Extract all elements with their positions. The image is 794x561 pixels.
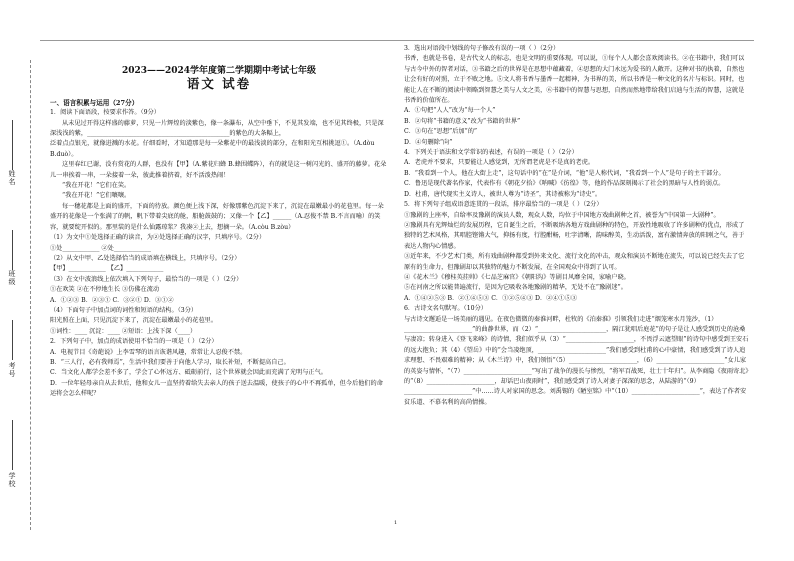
left-paragraph: A．电视节目《奇葩说》上李雪琴的语言诙谐风趣，常常让人忍俊不禁。 — [50, 348, 247, 356]
number-line — [12, 320, 13, 360]
right-paragraph: B．“我看到一个人，他在大街上走”，这句话中的“在”是介词，“他”是人称代词，“我看到一个人”是句子的主干部分。 — [404, 169, 725, 177]
name-line — [12, 120, 13, 170]
left-paragraph: D．一位年轻母亲自从去世后，他和女儿一直坚持着给失去亲人的孩子送去温暖，使孩子的心中不再孤单，但今后他们的命运将会怎么样呢？ — [50, 379, 383, 398]
left-paragraph: A．①②③ B．②③① C．③②① D．③①② — [50, 296, 174, 304]
top-rule — [40, 40, 754, 41]
page-number: 1 — [394, 520, 398, 526]
right-paragraph: C．鲁迅是现代著名作家，代表作有《朝花夕拾》《呐喊》《彷徨》等，他的作品深刻揭示了社会的黑暗与人性的弱点。 — [404, 180, 725, 188]
right-paragraph: ③近年来，不少艺术门类，所有戏曲剧种都受到外来文化、流行文化的冲击，观众和演员不断地在流失，可以说已经失去了它原有的生命力，但豫剧却以其独特的魅力不断发展，在全国观众中得到了认可。 — [404, 253, 745, 271]
binding-margin — [0, 0, 44, 561]
left-paragraph: B．“三人行，必有我师焉”，生活中我们要善于向他人学习，取长补短，不断提高自己。 — [50, 358, 290, 366]
right-paragraph: 书香，也就是书卷，是古代文人的标志，也是文明的重要体现。可以说，①每个人人都会喜欢阅读书。②在书籍中，我们可以与古今中外的智者对话，③书籍之后的世界是在思想中蕴藏着，④思想的大门永远为爱书的人敞开。这种对书的执着，自然也让会有好的对照，立于不败之地。⑤文人将书香与墨香一起精神，为书界的美，所以书香是一种文化的名片与标识。同时，也能让人在不断的阅读中领略到智慧之美与人文之美，⑥书籍中的智慧与思想，自然而然地带给我们启迪与生活的智慧，这就是书香的价值所在。 — [404, 55, 745, 105]
left-paragraph: 从未见过开得这样盛的藤萝，只见一片辉煌的淡紫色，像一条瀑布，从空中垂下，不见其发端，也不见其终极，只是深深浅浅的紫，______________________________________________的紫色的大条幅上， — [50, 119, 384, 138]
exam-title: 2023——2024学年度第二学期期中考试七年级 — [121, 66, 317, 76]
right-paragraph: C．③句在“思想”后加“的” — [404, 128, 478, 136]
right-paragraph: ⑤在河南之所以能普遍流行，是因为它吸收各地豫剧的精华，无处不在“豫剧迷”。 — [404, 284, 627, 292]
right-paragraph: ②豫剧具有光辉灿烂的发展历程，它自诞生之后，不断吸纳各地方戏曲剧种的特色，开放性地吸收了许多剧种的优点，形成了独特的艺术风格，其唱腔铿锵大气，抑扬有度，行腔酣畅，吐字清晰，韵味醇美，生动活泼，富有激情奔放的阳刚之气，善于表达人物内心情感。 — [404, 221, 745, 250]
left-paragraph: “我在开花！”它们嚷嚷。 — [62, 192, 131, 200]
right-paragraph: A．①④②⑤③ B．②①④⑤③ C．①②⑤④③ D．②④①⑤③ — [404, 294, 578, 302]
left-paragraph: （4）下面句子中加点词的词性和短语的结构。（3分） — [50, 306, 198, 314]
left-paragraph: ①在欢笑 ②在不停地生长 ③仿佛在流动 — [50, 286, 160, 294]
left-paragraph: 阳光照在上面，只见沉淀下来了，沉淀在最嫩最小的花苞里。 — [50, 317, 218, 325]
left-paragraph: 2．下列句子中，加点的成语使用不恰当的一项是（ ）（2分） — [50, 338, 218, 346]
left-paragraph: （1）为文中①处选择正确的读音，为②处选择正确的汉字，只填序号。（2分） — [50, 234, 266, 242]
left-paragraph: C．当文化人都学会差不多了，学会了心怀远方、砥砺前行，这个世界就会因此而充满了光明与正气。 — [50, 369, 327, 377]
right-paragraph: 4．下列关于语法和文学常识的表述，有误的一项是（ ）（2分） — [404, 149, 578, 157]
right-column — [404, 44, 749, 408]
left-paragraph: 每一穗花都是上面的盛开，下面的待放。颜色便上浅下深，好像那紫色沉淀下来了，沉淀在最嫩最小的花苞里。每一朵盛开的花像是一个张满了的帆，帆下带着尖底的舱，船舱鼓鼓的；又像一个【乙】______（A.忍俊不禁 B.不言而喻）的笑容，就要绽开似的。那里装的是什么仙露琼浆？我凑②上去，想摘一朵。（A.còu B.zòu） — [50, 202, 384, 231]
left-paragraph: （3）在文中波浪线上依次填入下列句子，最恰当的一项是（ ）（2分） — [50, 275, 243, 283]
left-paragraph: “我在开花！”它们在笑。 — [62, 182, 131, 190]
left-paragraph: 【甲】____________ 【乙】____________ — [50, 265, 164, 273]
binding-dashed-line — [30, 60, 31, 530]
right-paragraph: D．杜甫，唐代现实主义诗人，被世人尊为“诗圣”，其诗被称为“诗史”。 — [404, 190, 602, 198]
left-paragraph: 1．阅读下面语段，按要求作答。（9分） — [50, 109, 160, 117]
left-paragraph: ①词性：____ 沉淀：____ ②短语：上浅下深（____） — [50, 327, 197, 335]
left-paragraph: （2）从文中甲、乙处选择恰当的成语填在横线上，只填序号。（2分） — [50, 254, 241, 262]
right-paragraph: 与古诗文邂逅是一场美丽的遇见。在夜色微微的秦淮河畔，杜牧的《泊秦淮》引领我们走进“烟笼寒水月笼沙，（1）______________________”的曲静世界，而（2）“______________________，隔江犹唱后庭花”的句子是让人感受到历史的沧桑与凄凉；转身进入《登飞来峰》的诗情，我们似乎从（3）“______________________，不畏浮云遮望眼”的诗句中感受到王安石的远大抱负；其（4）《望岳》中的“会当凌绝顶，______________________”我们感受到杜甫的心中豪情，我们感受到了诗人追求理想、不畏艰难的精神；从《木兰诗》中，我们领悟“（5）______________________，（6）______________________”女儿家的英姿与情怀，“（7）______________________”写出了战争的漫长与惨烈，“将军百战死，壮士十年归”。从李商隐《夜雨寄北》的“（8）______________________，却话巴山夜雨时”，我们感受到了诗人对妻子深深的思念，从陆游的“（9）______________________”中……诗人对家国的思念。刘禹锡的《陋室铭》中“（10）______________________”，表达了作者安贫乐道、不慕名利的高尚情操。 — [404, 315, 749, 406]
right-paragraph: 6．古诗文名句默写。（10分） — [404, 305, 487, 313]
left-paragraph: 这里春红已谢，没有赏花的人群，也没有【甲】（A.紫花归蜂 B.蜂围蝶阵），有的就是这一树闪光的、盛开的藤萝。花朵儿一串挨着一串，一朵接着一朵，彼此推着挤着，好不活泼热闹！ — [50, 161, 387, 179]
left-column — [50, 60, 388, 400]
left-paragraph: ①处____________ ②处____________ — [50, 244, 151, 252]
left-paragraph: 一、语言积累与运用（27分） — [50, 98, 139, 107]
school-line — [12, 420, 13, 470]
right-paragraph: A．①句把“人人”改为“每一个人” — [404, 107, 496, 115]
right-paragraph: ①豫剧的上座率，自给率及豫剧的演员人数，观众人数，均位于中国地方戏曲剧种之首，被誉为“中国第一大剧种”。 — [404, 211, 720, 219]
margin-label-class: 班级 — [8, 270, 16, 286]
right-column-body — [404, 44, 749, 408]
right-paragraph: 5．将下列句子组成语意连贯的一段话，排序最恰当的一项是（ ）（2分） — [404, 201, 603, 209]
class-line — [12, 230, 13, 270]
right-paragraph: B．②句将“书籍的意义”改为“书籍的世界” — [404, 117, 521, 125]
margin-label-name: 姓名 — [8, 170, 16, 186]
right-paragraph: D．④句删除“向” — [404, 138, 453, 146]
right-paragraph: ④《花木兰》《穆桂英挂帅》《七品芝麻官》《朝阳沟》等剧目风靡全国，家喻户晓。 — [404, 273, 630, 281]
left-column-body — [50, 98, 388, 400]
right-paragraph: A．老虎并不要求，只要能让人感觉到，无所谓老虎是不是真的老虎。 — [404, 159, 595, 167]
left-paragraph: 泛着点点银光，就像迸溅的水花。仔细看时，才知道那是每一朵紫花中的最浅淡的部分，在和阳光互相挑逗①。（A.dòu B.duò）。 — [50, 140, 375, 158]
margin-label-school: 学校 — [8, 472, 16, 488]
exam-subtitle: 语文 试卷 — [186, 76, 252, 92]
right-paragraph: 3．选出对语段中划线的句子修改有误的一项（ ）（2分） — [404, 45, 560, 52]
margin-label-number: 考号 — [8, 362, 16, 378]
